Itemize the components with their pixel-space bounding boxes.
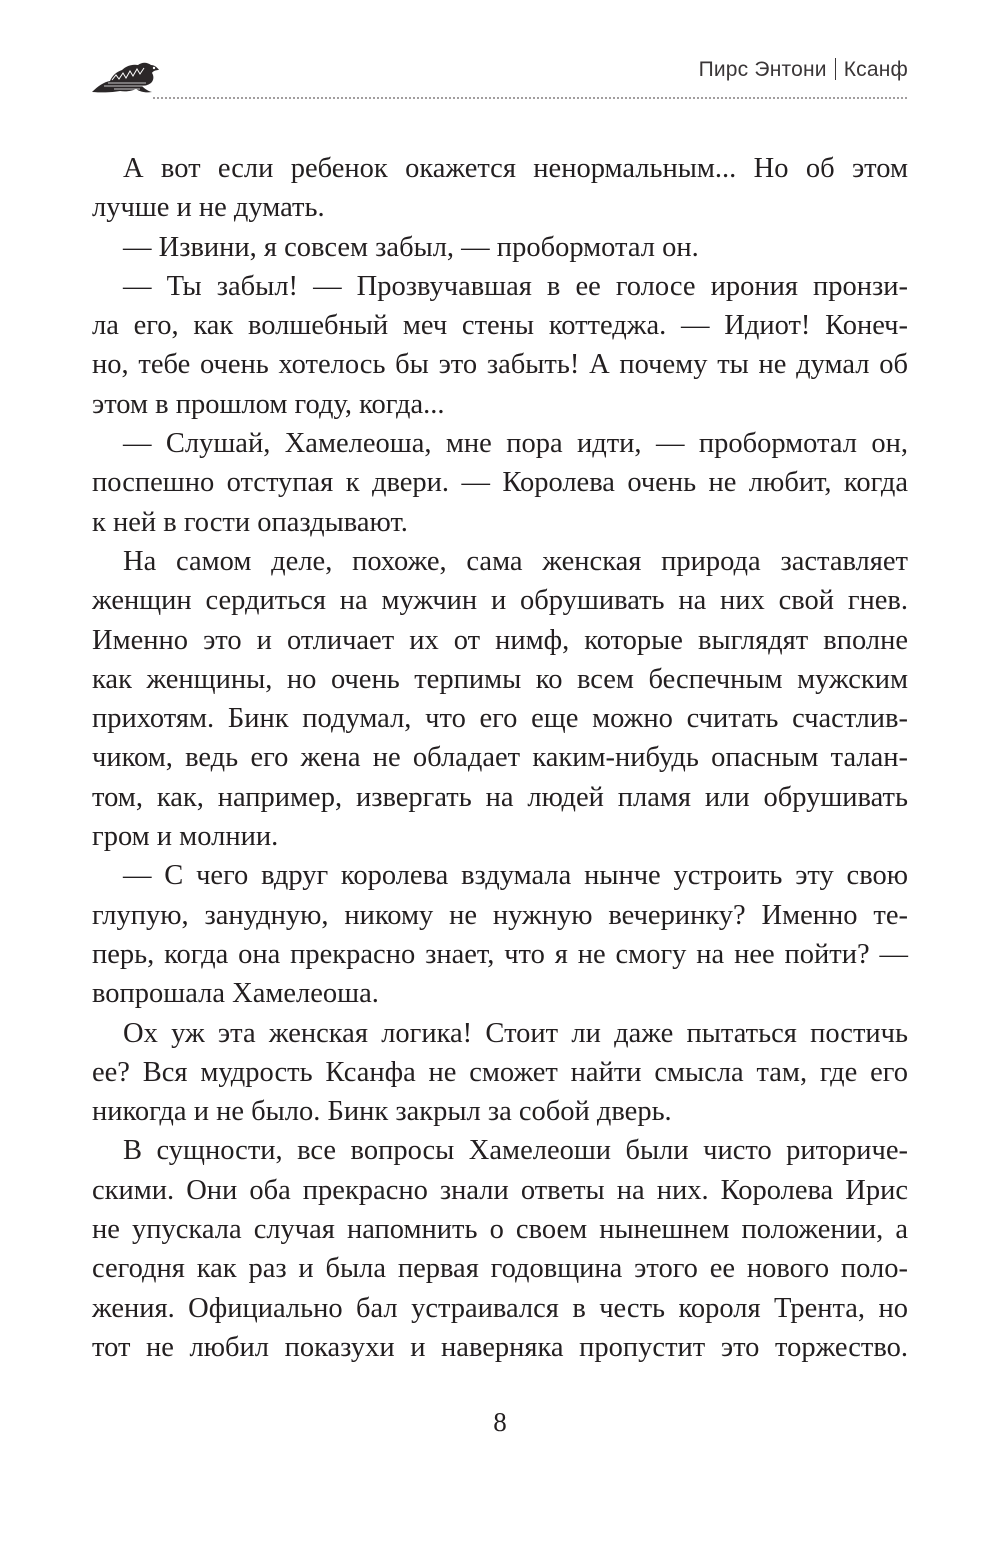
- text-line: На самом деле, похоже, сама женская природа заставляет: [123, 545, 908, 577]
- text-line: поспешно отступая к двери. — Королева очень не любит, когда: [92, 467, 908, 499]
- text-line: вопрошала Хамелеоша.: [92, 978, 379, 1010]
- text-line: но, тебе очень хотелось бы это забыть! А почему ты не думал об: [92, 349, 908, 381]
- text-line: А вот если ребенок окажется ненормальным... Но об этом: [123, 153, 908, 184]
- text-line: тот не любил показухи и наверняка пропустит это торжество.: [92, 1331, 908, 1363]
- text-line: — Извини, я совсем забыл, — пробормотал он.: [123, 231, 699, 263]
- text-line: Ох уж эта женская логика! Стоит ли даже пытаться постичь: [123, 1017, 908, 1049]
- body-text: [92, 149, 908, 1367]
- text-line: не упускала случая напомнить о своем нынешнем положении, а: [92, 1214, 908, 1246]
- author-name: Пирс Энтони: [698, 58, 827, 81]
- running-head: [699, 58, 908, 82]
- text-line: — Слушай, Хамелеоша, мне пора идти, — пробормотал он,: [123, 428, 908, 460]
- text-line: женщин сердиться на мужчин и обрушивать на них свой гнев.: [92, 585, 908, 617]
- text-line: глупую, занудную, никому не нужную вечеринку? Именно те-: [92, 899, 908, 931]
- header-separator: [835, 58, 836, 80]
- text-line: прихотям. Бинк подумал, что его еще можно считать счастлив-: [92, 703, 908, 735]
- book-title: Ксанф: [843, 58, 908, 81]
- text-line: как женщины, но очень терпимы ко всем беспечным мужским: [92, 663, 908, 695]
- text-line: гром и молнии.: [92, 821, 279, 853]
- page-header: [90, 52, 908, 104]
- text-line: этом в прошлом году, когда...: [92, 388, 445, 420]
- text-line: лучше и не думать.: [92, 192, 325, 224]
- text-line: никогда и не было. Бинк закрыл за собой дверь.: [92, 1096, 672, 1128]
- text-line: перь, когда она прекрасно знает, что я не смогу на нее пойти? —: [92, 938, 908, 970]
- text-line: В сущности, все вопросы Хамелеоши были чисто риториче-: [123, 1135, 908, 1167]
- dragon-icon: [90, 56, 162, 96]
- page-number: 8: [493, 1407, 507, 1437]
- text-line: — С чего вдруг королева вздумала нынче устроить эту свою: [123, 860, 908, 892]
- header-rule: [152, 96, 908, 100]
- text-line: к ней в гости опаздывают.: [92, 506, 408, 538]
- text-line: ее? Вся мудрость Ксанфа не сможет найти смысла там, где его: [92, 1056, 908, 1088]
- text-line: скими. Они оба прекрасно знали ответы на них. Королева Ирис: [92, 1174, 908, 1206]
- text-line: ла его, как волшебный меч стены коттеджа. — Идиот! Конеч-: [92, 310, 908, 342]
- text-line: чиком, ведь его жена не обладает каким-нибудь опасным талан-: [92, 742, 908, 774]
- text-line: жения. Официально бал устраивался в честь короля Трента, но: [92, 1292, 908, 1324]
- text-line: сегодня как раз и была первая годовщина этого ее нового поло-: [92, 1253, 908, 1285]
- text-line: — Ты забыл! — Прозвучавшая в ее голосе ирония пронзи-: [123, 270, 908, 302]
- text-line: Именно это и отличает их от нимф, которые выглядят вполне: [92, 624, 908, 656]
- text-line: том, как, например, извергать на людей пламя или обрушивать: [92, 781, 908, 813]
